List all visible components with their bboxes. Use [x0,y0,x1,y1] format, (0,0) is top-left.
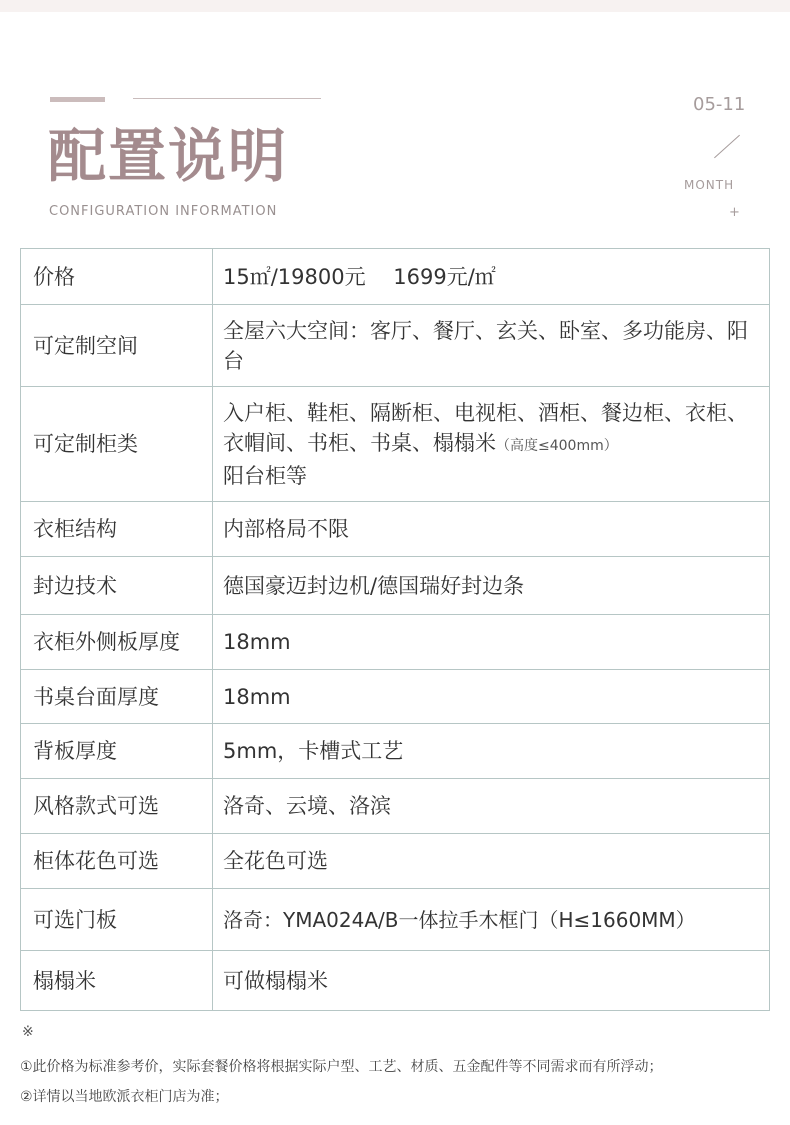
table-row [21,779,770,834]
spec-table [20,248,770,1011]
table-row [21,834,770,889]
row-label: 风格款式可选 [21,779,213,834]
decorative-line [133,98,321,99]
footnote-1: ①此价格为标准参考价，实际套餐价格将根据实际户型、工艺、材质、五金配件等不同需求而有所浮动； [20,1059,663,1075]
row-value: 全花色可选 [213,834,770,889]
row-value: 可做榻榻米 [213,951,770,1011]
row-value: 内部格局不限 [213,502,770,557]
row-value: 全屋六大空间：客厅、餐厅、玄关、卧室、多功能房、阳台 [213,305,770,387]
row-value [213,387,770,502]
row-label: 可选门板 [21,889,213,951]
row-label: 书桌台面厚度 [21,670,213,724]
date-label: 05-11 [693,94,746,115]
row-value: 15㎡/19800元 1699元/㎡ [213,249,770,305]
note-mark: ※ [22,1024,34,1040]
row-label: 衣柜外侧板厚度 [21,615,213,670]
row-label: 背板厚度 [21,724,213,779]
row-value-tail: 阳台柜等 [223,463,307,488]
table-row [21,305,770,387]
row-label: 价格 [21,249,213,305]
row-value-note: （高度≤400mm） [496,437,618,454]
row-value-main: 入户柜、鞋柜、隔断柜、电视柜、酒柜、餐边柜、衣柜、衣帽间、书柜、书桌、榻榻米 [223,400,748,455]
decorative-bar [50,97,105,102]
top-band [0,0,790,12]
row-value: 18mm [213,670,770,724]
row-label: 柜体花色可选 [21,834,213,889]
slash-divider [714,135,740,158]
table-row [21,615,770,670]
row-value: 18mm [213,615,770,670]
table-row [21,502,770,557]
table-row [21,951,770,1011]
table-row [21,889,770,951]
row-value: 洛奇：YMA024A/B一体拉手木框门（H≤1660MM） [213,889,770,951]
table-row [21,249,770,305]
row-label: 可定制空间 [21,305,213,387]
table-row [21,670,770,724]
table-row [21,557,770,615]
footnote-2: ②详情以当地欧派衣柜门店为准； [20,1089,229,1105]
table-row [21,724,770,779]
row-label: 榻榻米 [21,951,213,1011]
row-label: 封边技术 [21,557,213,615]
row-label: 衣柜结构 [21,502,213,557]
page-title: 配置说明 [48,122,289,190]
row-label: 可定制柜类 [21,387,213,502]
table-row [21,387,770,502]
row-value: 5mm，卡槽式工艺 [213,724,770,779]
page-subtitle: CONFIGURATION INFORMATION [49,204,278,219]
row-value: 洛奇、云境、洛滨 [213,779,770,834]
plus-mark: + [729,205,740,220]
row-value: 德国豪迈封边机/德国瑞好封边条 [213,557,770,615]
month-label: MONTH [684,178,735,192]
